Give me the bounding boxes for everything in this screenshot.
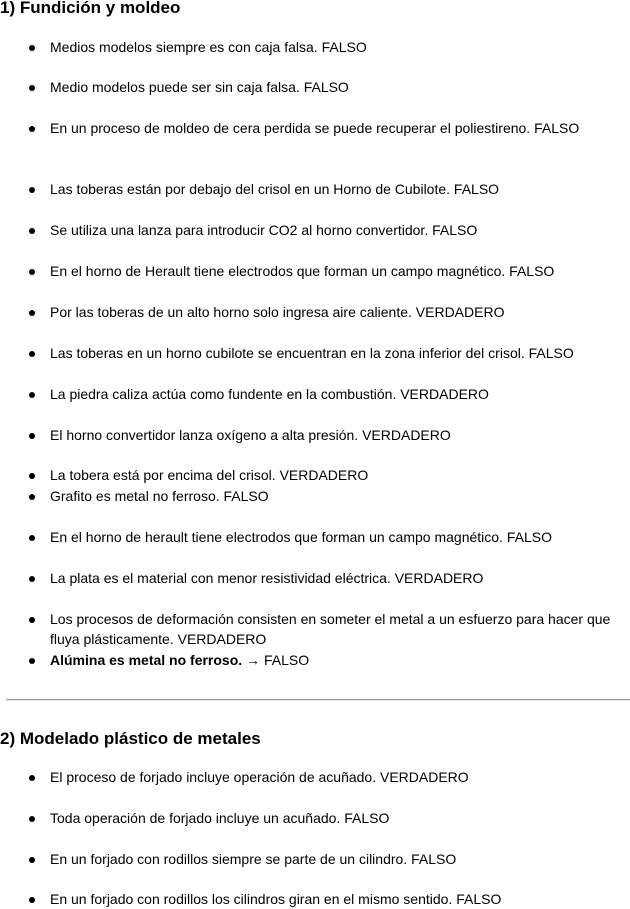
list-item: El proceso de forjado incluye operación de acuñado. VERDADERO [50, 767, 630, 787]
list-item: En el horno de herault tiene electrodos que forman un campo magnético. FALSO [50, 527, 630, 547]
list-item-bold-text: Alúmina es metal no ferroso. [50, 652, 243, 668]
list-item: Las toberas están por debajo del crisol en un Horno de Cubilote. FALSO [50, 179, 630, 199]
list-item: En un forjado con rodillos los cilindros giran en el mismo sentido. FALSO [50, 889, 630, 909]
list-item: La piedra caliza actúa como fundente en la combustión. VERDADERO [50, 384, 630, 404]
list-item: La plata es el material con menor resistividad eléctrica. VERDADERO [50, 568, 630, 588]
list-item: En un forjado con rodillos siempre se parte de un cilindro. FALSO [50, 849, 630, 869]
section-heading-fundicion: 1) Fundición y moldeo [0, 0, 181, 17]
list-item: Medios modelos siempre es con caja falsa. FALSO [50, 37, 630, 57]
list-item: Por las toberas de un alto horno solo ingresa aire caliente. VERDADERO [50, 302, 630, 322]
list-item-answer: → FALSO [242, 652, 310, 668]
list-item [50, 650, 630, 670]
list-item: Las toberas en un horno cubilote se encuentran en la zona inferior del crisol. FALSO [50, 343, 630, 363]
list-item: Los procesos de deformación consisten en someter el metal a un esfuerzo para hacer que fluya plásticamente. VERDADERO [50, 609, 630, 649]
section-divider [6, 699, 630, 701]
list-item: La tobera está por encima del crisol. VERDADERO [50, 465, 630, 485]
list-item: Se utiliza una lanza para introducir CO2 al horno convertidor. FALSO [50, 220, 630, 240]
list-item: Medio modelos puede ser sin caja falsa. FALSO [50, 77, 630, 97]
section-heading-modelado: 2) Modelado plástico de metales [0, 729, 261, 748]
list-item: El horno convertidor lanza oxígeno a alta presión. VERDADERO [50, 425, 630, 445]
list-item: Toda operación de forjado incluye un acuñado. FALSO [50, 808, 630, 828]
list-item: En un proceso de moldeo de cera perdida se puede recuperar el poliestireno. FALSO [50, 118, 630, 138]
list-item: En el horno de Herault tiene electrodos que forman un campo magnético. FALSO [50, 261, 630, 281]
list-item: Grafito es metal no ferroso. FALSO [50, 486, 630, 506]
